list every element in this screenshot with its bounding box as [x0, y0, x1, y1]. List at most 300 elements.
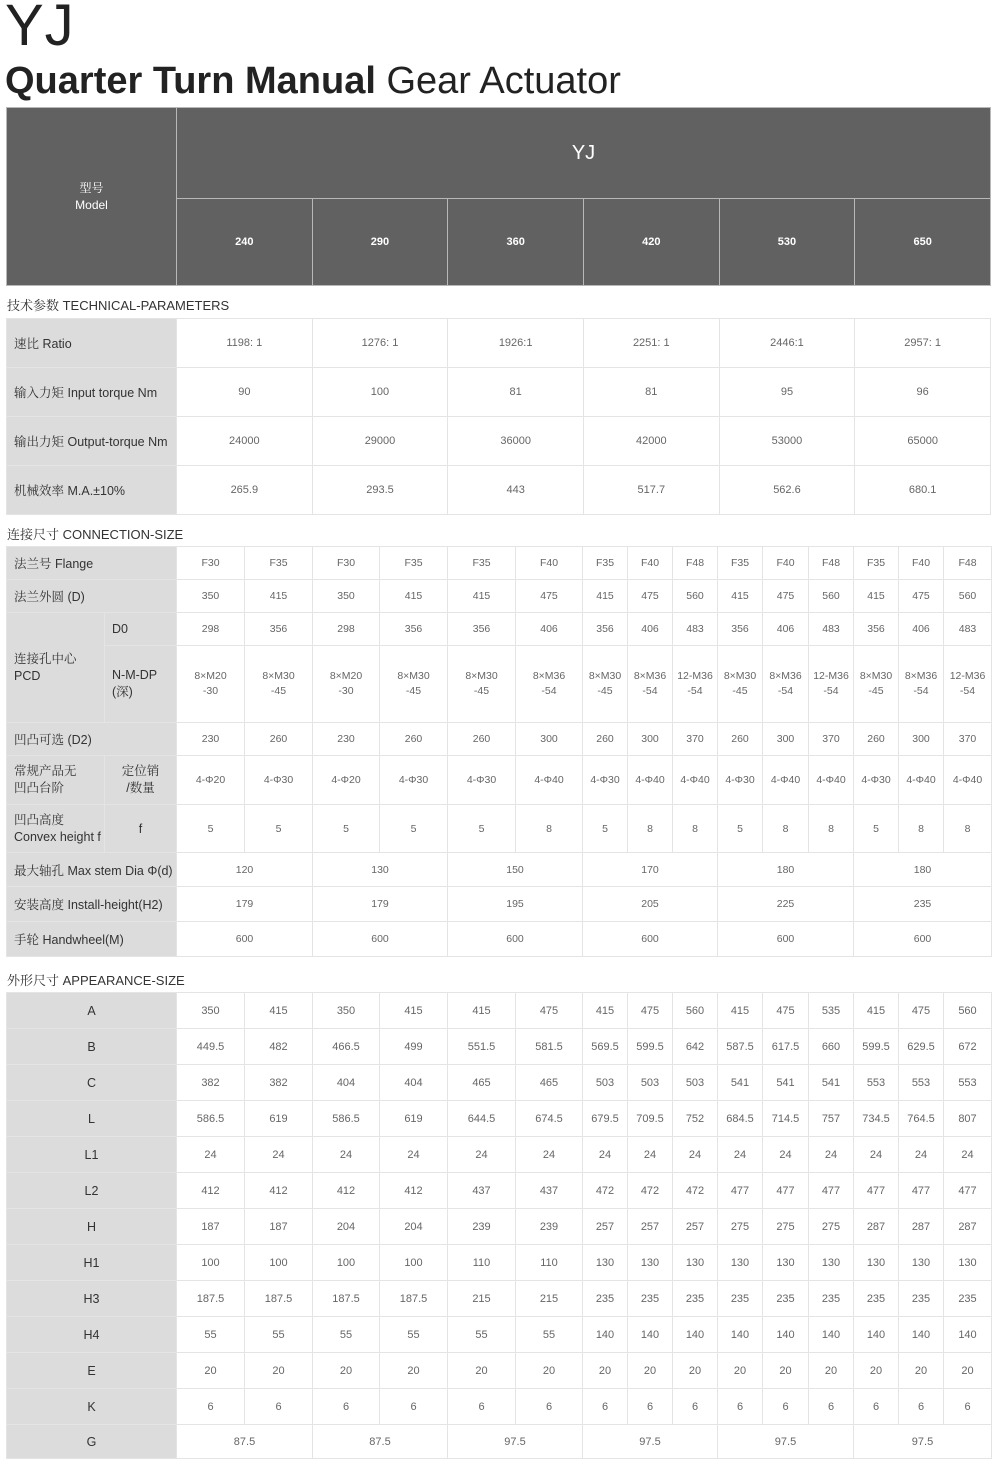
- row-label: H1: [7, 1245, 177, 1281]
- value-cell: 412: [380, 1173, 448, 1209]
- value-cell: 6: [718, 1389, 763, 1425]
- appearance-row: [7, 1389, 992, 1425]
- value-cell: 4-Φ40: [944, 756, 992, 805]
- value-cell: 300: [899, 723, 944, 756]
- value-cell: 130: [313, 853, 448, 887]
- value-cell: 5: [854, 805, 899, 853]
- value-cell: 81: [583, 368, 719, 417]
- value-cell: 97.5: [583, 1425, 718, 1459]
- subtitle-bold: Quarter Turn Manual: [5, 60, 376, 102]
- row-label: L2: [7, 1173, 177, 1209]
- series-name: YJ: [177, 108, 991, 199]
- nmdp-cell: [583, 646, 628, 723]
- value-cell: 225: [718, 887, 854, 922]
- value-cell: 8: [628, 805, 673, 853]
- value-cell: 356: [245, 613, 313, 646]
- value-cell: 130: [673, 1245, 718, 1281]
- value-cell: 298: [313, 613, 380, 646]
- value-cell: 600: [177, 922, 313, 957]
- value-cell: 204: [313, 1209, 380, 1245]
- row-label: K: [7, 1389, 177, 1425]
- value-cell: 679.5: [583, 1101, 628, 1137]
- convex-label-cn: 凹凸高度: [14, 812, 65, 827]
- value-cell: 130: [809, 1245, 854, 1281]
- nmdp-depth: -54: [959, 685, 976, 697]
- nmdp-depth: -45: [270, 685, 287, 697]
- value-cell: 734.5: [854, 1101, 899, 1137]
- value-cell: 20: [854, 1353, 899, 1389]
- value-cell: 6: [628, 1389, 673, 1425]
- value-cell: 472: [583, 1173, 628, 1209]
- value-cell: 24: [673, 1137, 718, 1173]
- value-cell: 503: [628, 1065, 673, 1101]
- value-cell: 672: [944, 1029, 992, 1065]
- pins-label-a: [7, 756, 105, 805]
- value-cell: 130: [628, 1245, 673, 1281]
- value-cell: 6: [245, 1389, 313, 1425]
- flange-row: [7, 547, 992, 580]
- nmdp-depth: -54: [541, 685, 557, 697]
- value-cell: 465: [516, 1065, 583, 1101]
- value-cell: 24: [380, 1137, 448, 1173]
- value-cell: 110: [516, 1245, 583, 1281]
- nmdp-depth: -54: [687, 685, 703, 697]
- value-cell: 370: [673, 723, 718, 756]
- flange-code: F40: [763, 547, 809, 580]
- value-cell: 415: [718, 993, 763, 1029]
- value-cell: 599.5: [628, 1029, 673, 1065]
- pins-label-a1: 常规产品无: [14, 764, 77, 778]
- value-cell: 20: [763, 1353, 809, 1389]
- value-cell: 24: [899, 1137, 944, 1173]
- value-cell: 5: [448, 805, 516, 853]
- value-cell: 180: [718, 853, 854, 887]
- value-cell: 415: [380, 993, 448, 1029]
- row-label: 机械效率 M.A.±10%: [7, 466, 177, 515]
- value-cell: 235: [854, 887, 992, 922]
- value-cell: 6: [380, 1389, 448, 1425]
- value-cell: 475: [763, 580, 809, 613]
- value-cell: 24: [516, 1137, 583, 1173]
- value-cell: 100: [313, 1245, 380, 1281]
- value-cell: 4-Φ30: [718, 756, 763, 805]
- value-cell: 257: [628, 1209, 673, 1245]
- nmdp-bolt: 8×M30: [588, 670, 622, 682]
- value-cell: 300: [516, 723, 583, 756]
- value-cell: 370: [944, 723, 992, 756]
- nmdp-cell: [854, 646, 899, 723]
- row-label: 输出力矩 Output-torque Nm: [7, 417, 177, 466]
- pcd-label-en: PCD: [14, 668, 41, 683]
- value-cell: 20: [245, 1353, 313, 1389]
- value-cell: 97.5: [854, 1425, 992, 1459]
- nmdp-bolt: 8×M30: [397, 670, 430, 682]
- value-cell: 535: [809, 993, 854, 1029]
- value-cell: 130: [899, 1245, 944, 1281]
- value-cell: 586.5: [177, 1101, 245, 1137]
- value-cell: 541: [763, 1065, 809, 1101]
- pcd-label: [7, 613, 105, 723]
- model-number: 530: [719, 199, 855, 286]
- value-cell: 230: [177, 723, 245, 756]
- flange-code: F48: [809, 547, 854, 580]
- pins-label-a2: 凹凸台阶: [14, 781, 65, 795]
- value-cell: 260: [380, 723, 448, 756]
- model-header-table: [6, 107, 991, 286]
- nmdp-bolt: 8×M20: [329, 670, 363, 682]
- value-cell: 257: [583, 1209, 628, 1245]
- appearance-row: [7, 993, 992, 1029]
- value-cell: 569.5: [583, 1029, 628, 1065]
- value-cell: 4-Φ20: [313, 756, 380, 805]
- value-cell: 300: [628, 723, 673, 756]
- value-cell: 215: [516, 1281, 583, 1317]
- value-cell: 415: [245, 993, 313, 1029]
- value-cell: 100: [312, 368, 448, 417]
- value-cell: 20: [628, 1353, 673, 1389]
- install-h-row: [7, 887, 992, 922]
- flange-code: F48: [944, 547, 992, 580]
- pins-label-b1: 定位销: [121, 764, 160, 778]
- value-cell: 586.5: [313, 1101, 380, 1137]
- convex-label-b: f: [105, 805, 177, 853]
- value-cell: 472: [673, 1173, 718, 1209]
- row-label: 安装高度 Install-height(H2): [7, 887, 177, 922]
- value-cell: 24: [245, 1137, 313, 1173]
- value-cell: 140: [763, 1317, 809, 1353]
- value-cell: 260: [718, 723, 763, 756]
- flange-code: F30: [313, 547, 380, 580]
- nmdp-bolt: 8×M36: [532, 670, 566, 682]
- value-cell: 415: [583, 580, 628, 613]
- value-cell: 437: [516, 1173, 583, 1209]
- nmdp-bolt: 8×M30: [465, 670, 498, 682]
- value-cell: 6: [177, 1389, 245, 1425]
- page-subtitle: [5, 58, 621, 104]
- convex-label-a: [7, 805, 105, 853]
- row-label: 法兰号 Flange: [7, 547, 177, 580]
- section-title-connection: 连接尺寸 CONNECTION-SIZE: [7, 527, 184, 542]
- value-cell: 599.5: [854, 1029, 899, 1065]
- value-cell: 4-Φ40: [763, 756, 809, 805]
- value-cell: 275: [718, 1209, 763, 1245]
- value-cell: 449.5: [177, 1029, 245, 1065]
- nmdp-bolt: 8×M30: [723, 670, 757, 682]
- value-cell: 684.5: [718, 1101, 763, 1137]
- nmdp-depth: -45: [473, 685, 490, 697]
- nmdp-bolt: 8×M36: [769, 670, 802, 682]
- value-cell: 100: [380, 1245, 448, 1281]
- row-label: H: [7, 1209, 177, 1245]
- value-cell: 140: [673, 1317, 718, 1353]
- appearance-row: [7, 1281, 992, 1317]
- value-cell: 195: [448, 887, 583, 922]
- value-cell: 406: [516, 613, 583, 646]
- value-cell: 20: [448, 1353, 516, 1389]
- value-cell: 499: [380, 1029, 448, 1065]
- value-cell: 477: [763, 1173, 809, 1209]
- value-cell: 260: [448, 723, 516, 756]
- value-cell: 87.5: [177, 1425, 313, 1459]
- value-cell: 97.5: [448, 1425, 583, 1459]
- nmdp-bolt: 8×M36: [633, 670, 667, 682]
- value-cell: 179: [177, 887, 313, 922]
- value-cell: 260: [854, 723, 899, 756]
- value-cell: 4-Φ30: [245, 756, 313, 805]
- value-cell: 20: [899, 1353, 944, 1389]
- value-cell: 356: [854, 613, 899, 646]
- value-cell: 55: [448, 1317, 516, 1353]
- value-cell: 6: [516, 1389, 583, 1425]
- value-cell: 356: [718, 613, 763, 646]
- value-cell: 6: [673, 1389, 718, 1425]
- nmdp-bolt: 8×M30: [859, 670, 893, 682]
- value-cell: 20: [313, 1353, 380, 1389]
- row-label: 凹凸可选 (D2): [7, 723, 177, 756]
- value-cell: 600: [313, 922, 448, 957]
- model-label-en: Model: [75, 197, 108, 212]
- value-cell: 140: [944, 1317, 992, 1353]
- value-cell: 130: [763, 1245, 809, 1281]
- value-cell: 55: [516, 1317, 583, 1353]
- value-cell: 187: [245, 1209, 313, 1245]
- flange-code: F48: [673, 547, 718, 580]
- value-cell: 187.5: [313, 1281, 380, 1317]
- value-cell: 20: [516, 1353, 583, 1389]
- value-cell: 24: [448, 1137, 516, 1173]
- convex-label-en: Convex height f: [14, 829, 101, 844]
- value-cell: 4-Φ30: [448, 756, 516, 805]
- value-cell: 230: [313, 723, 380, 756]
- nmdp-cell: [177, 646, 245, 723]
- value-cell: 404: [380, 1065, 448, 1101]
- value-cell: 472: [628, 1173, 673, 1209]
- pins-row: [7, 756, 992, 805]
- value-cell: 600: [583, 922, 718, 957]
- value-cell: 275: [763, 1209, 809, 1245]
- brand-title: YJ: [5, 0, 75, 58]
- value-cell: 581.5: [516, 1029, 583, 1065]
- nmdp-bolt: 12-M36: [949, 670, 986, 682]
- value-cell: 187.5: [380, 1281, 448, 1317]
- nmdp-cell: [313, 646, 380, 723]
- value-cell: 475: [763, 993, 809, 1029]
- value-cell: 475: [516, 993, 583, 1029]
- value-cell: 483: [673, 613, 718, 646]
- row-label: L: [7, 1101, 177, 1137]
- value-cell: 187.5: [245, 1281, 313, 1317]
- value-cell: 4-Φ30: [583, 756, 628, 805]
- nmdp-cell: [718, 646, 763, 723]
- value-cell: 235: [944, 1281, 992, 1317]
- value-cell: 560: [944, 580, 992, 613]
- value-cell: 477: [854, 1173, 899, 1209]
- value-cell: 140: [583, 1317, 628, 1353]
- value-cell: 205: [583, 887, 718, 922]
- nmdp-label-main: N-M-DP: [112, 668, 158, 682]
- value-cell: 260: [583, 723, 628, 756]
- flange-code: F35: [854, 547, 899, 580]
- value-cell: 140: [628, 1317, 673, 1353]
- value-cell: 443: [448, 466, 584, 515]
- value-cell: 660: [809, 1029, 854, 1065]
- nmdp-cell: [763, 646, 809, 723]
- value-cell: 757: [809, 1101, 854, 1137]
- value-cell: 204: [380, 1209, 448, 1245]
- value-cell: 617.5: [763, 1029, 809, 1065]
- value-cell: 90: [177, 368, 313, 417]
- value-cell: 96: [855, 368, 991, 417]
- row-label: B: [7, 1029, 177, 1065]
- value-cell: 287: [899, 1209, 944, 1245]
- value-cell: 20: [718, 1353, 763, 1389]
- value-cell: 8: [763, 805, 809, 853]
- value-cell: 2957: 1: [855, 319, 991, 368]
- value-cell: 674.5: [516, 1101, 583, 1137]
- value-cell: 20: [380, 1353, 448, 1389]
- value-cell: 300: [763, 723, 809, 756]
- row-label: G: [7, 1425, 177, 1459]
- value-cell: 5: [583, 805, 628, 853]
- value-cell: 298: [177, 613, 245, 646]
- value-cell: 356: [583, 613, 628, 646]
- value-cell: 553: [944, 1065, 992, 1101]
- appearance-row: [7, 1317, 992, 1353]
- value-cell: 600: [854, 922, 992, 957]
- value-cell: 55: [380, 1317, 448, 1353]
- section-title-appearance: 外形尺寸 APPEARANCE-SIZE: [7, 973, 185, 988]
- value-cell: 24: [944, 1137, 992, 1173]
- nmdp-cell: [516, 646, 583, 723]
- value-cell: 20: [583, 1353, 628, 1389]
- value-cell: 370: [809, 723, 854, 756]
- nmdp-cell: [673, 646, 718, 723]
- value-cell: 29000: [312, 417, 448, 466]
- value-cell: 415: [583, 993, 628, 1029]
- row-label: 手轮 Handwheel(M): [7, 922, 177, 957]
- value-cell: 24000: [177, 417, 313, 466]
- value-cell: 287: [854, 1209, 899, 1245]
- subtitle-rest: Gear Actuator: [375, 60, 621, 102]
- value-cell: 4-Φ30: [854, 756, 899, 805]
- appearance-row: [7, 1209, 992, 1245]
- value-cell: 87.5: [313, 1425, 448, 1459]
- value-cell: 465: [448, 1065, 516, 1101]
- value-cell: 404: [313, 1065, 380, 1101]
- flange-code: F30: [177, 547, 245, 580]
- value-cell: 1198: 1: [177, 319, 313, 368]
- model-number: 650: [855, 199, 991, 286]
- model-number: 360: [448, 199, 584, 286]
- value-cell: 709.5: [628, 1101, 673, 1137]
- value-cell: 483: [809, 613, 854, 646]
- value-cell: 100: [177, 1245, 245, 1281]
- value-cell: 356: [448, 613, 516, 646]
- value-cell: 97.5: [718, 1425, 854, 1459]
- value-cell: 215: [448, 1281, 516, 1317]
- value-cell: 560: [944, 993, 992, 1029]
- value-cell: 350: [313, 580, 380, 613]
- model-number: 420: [583, 199, 719, 286]
- value-cell: 4-Φ40: [673, 756, 718, 805]
- value-cell: 600: [718, 922, 854, 957]
- appearance-row-g: [7, 1425, 992, 1459]
- tech-params-table: [6, 318, 991, 515]
- value-cell: 235: [673, 1281, 718, 1317]
- value-cell: 235: [628, 1281, 673, 1317]
- convex-row: [7, 805, 992, 853]
- row-label: H4: [7, 1317, 177, 1353]
- value-cell: 8: [516, 805, 583, 853]
- pins-label-b: [105, 756, 177, 805]
- value-cell: 55: [245, 1317, 313, 1353]
- value-cell: 187.5: [177, 1281, 245, 1317]
- value-cell: 8: [809, 805, 854, 853]
- value-cell: 350: [177, 580, 245, 613]
- row-label: E: [7, 1353, 177, 1389]
- value-cell: 95: [719, 368, 855, 417]
- value-cell: 415: [854, 580, 899, 613]
- nmdp-depth: -45: [868, 685, 884, 697]
- value-cell: 6: [448, 1389, 516, 1425]
- section-title-tech: 技术参数 TECHNICAL-PARAMETERS: [7, 298, 230, 313]
- value-cell: 551.5: [448, 1029, 516, 1065]
- value-cell: 179: [313, 887, 448, 922]
- value-cell: 642: [673, 1029, 718, 1065]
- value-cell: 406: [763, 613, 809, 646]
- value-cell: 415: [448, 993, 516, 1029]
- value-cell: 5: [380, 805, 448, 853]
- value-cell: 807: [944, 1101, 992, 1137]
- flange-code: F35: [245, 547, 313, 580]
- value-cell: 600: [448, 922, 583, 957]
- row-label: 最大轴孔 Max stem Dia Φ(d): [7, 853, 177, 887]
- value-cell: 714.5: [763, 1101, 809, 1137]
- value-cell: 629.5: [899, 1029, 944, 1065]
- value-cell: 235: [854, 1281, 899, 1317]
- value-cell: 257: [673, 1209, 718, 1245]
- value-cell: 8: [944, 805, 992, 853]
- flange-code: F35: [718, 547, 763, 580]
- pcd-nmdp-row: [7, 646, 992, 723]
- nmdp-cell: [628, 646, 673, 723]
- nmdp-bolt: 12-M36: [813, 670, 849, 682]
- nmdp-depth: -45: [732, 685, 748, 697]
- value-cell: 36000: [448, 417, 584, 466]
- value-cell: 415: [448, 580, 516, 613]
- value-cell: 680.1: [855, 466, 991, 515]
- value-cell: 382: [177, 1065, 245, 1101]
- value-cell: 6: [763, 1389, 809, 1425]
- value-cell: 466.5: [313, 1029, 380, 1065]
- max-stem-row: [7, 853, 992, 887]
- value-cell: 8: [899, 805, 944, 853]
- row-label: 法兰外圆 (D): [7, 580, 177, 613]
- value-cell: 55: [177, 1317, 245, 1353]
- value-cell: 20: [809, 1353, 854, 1389]
- nmdp-depth: -30: [202, 685, 219, 697]
- tech-row: [7, 417, 991, 466]
- value-cell: 382: [245, 1065, 313, 1101]
- value-cell: 406: [899, 613, 944, 646]
- value-cell: 1926:1: [448, 319, 584, 368]
- value-cell: 275: [809, 1209, 854, 1245]
- value-cell: 415: [718, 580, 763, 613]
- model-label-cn: 型号: [79, 180, 104, 195]
- value-cell: 560: [809, 580, 854, 613]
- value-cell: 42000: [583, 417, 719, 466]
- value-cell: 4-Φ40: [809, 756, 854, 805]
